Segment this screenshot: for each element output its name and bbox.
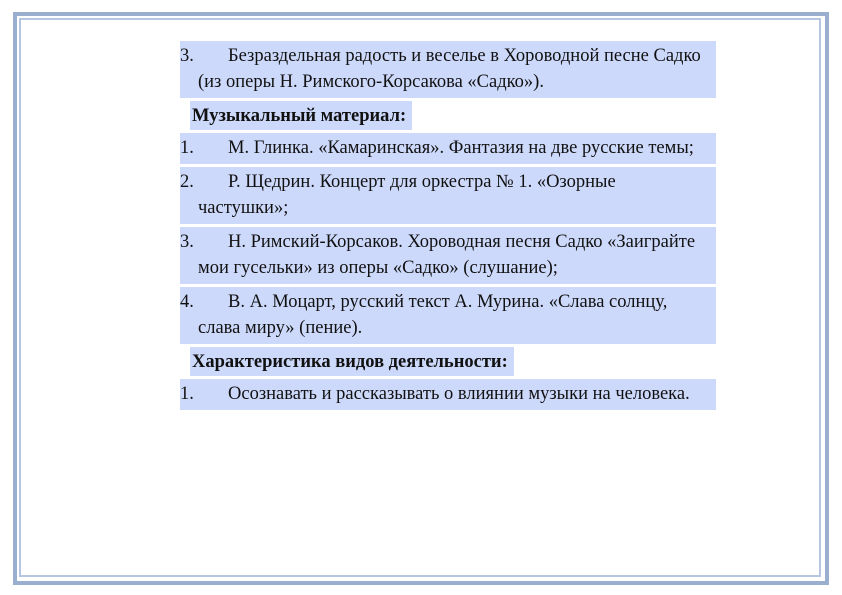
music-heading: Музыкальный материал: bbox=[190, 101, 412, 130]
list-text: Н. Римский-Корсаков. Хороводная песня Садко «Заиграйте мои гусельки» из оперы «Садко» (слушание); bbox=[198, 232, 696, 278]
list-text: Осознавать и рассказывать о влиянии музыки на человека. bbox=[228, 384, 690, 404]
music-heading-row bbox=[180, 101, 716, 133]
music-list-item bbox=[180, 227, 716, 284]
intro-list-item bbox=[180, 41, 716, 98]
music-list-item bbox=[180, 287, 716, 344]
list-number: 2. bbox=[180, 172, 194, 192]
list-number: 3. bbox=[180, 232, 194, 252]
list-text: М. Глинка. «Камаринская». Фантазия на две русские темы; bbox=[228, 138, 694, 158]
activity-list-item bbox=[180, 379, 716, 410]
music-list-item bbox=[180, 167, 716, 224]
list-text: В. А. Моцарт, русский текст А. Мурина. «Слава солнцу, слава миру» (пение). bbox=[198, 292, 668, 338]
list-text: Безраздельная радость и веселье в Хороводной песне Садко (из оперы Н. Римского-Корсакова «Садко»). bbox=[198, 46, 701, 92]
list-number: 3. bbox=[180, 46, 194, 66]
music-list-item bbox=[180, 133, 716, 164]
list-number: 1. bbox=[180, 384, 194, 404]
slide-content bbox=[180, 41, 716, 413]
list-number: 1. bbox=[180, 138, 194, 158]
list-number: 4. bbox=[180, 292, 194, 312]
activity-heading: Характеристика видов деятельности: bbox=[190, 347, 514, 376]
activity-heading-row bbox=[180, 347, 716, 379]
list-text: Р. Щедрин. Концерт для оркестра № 1. «Озорные частушки»; bbox=[198, 172, 616, 218]
